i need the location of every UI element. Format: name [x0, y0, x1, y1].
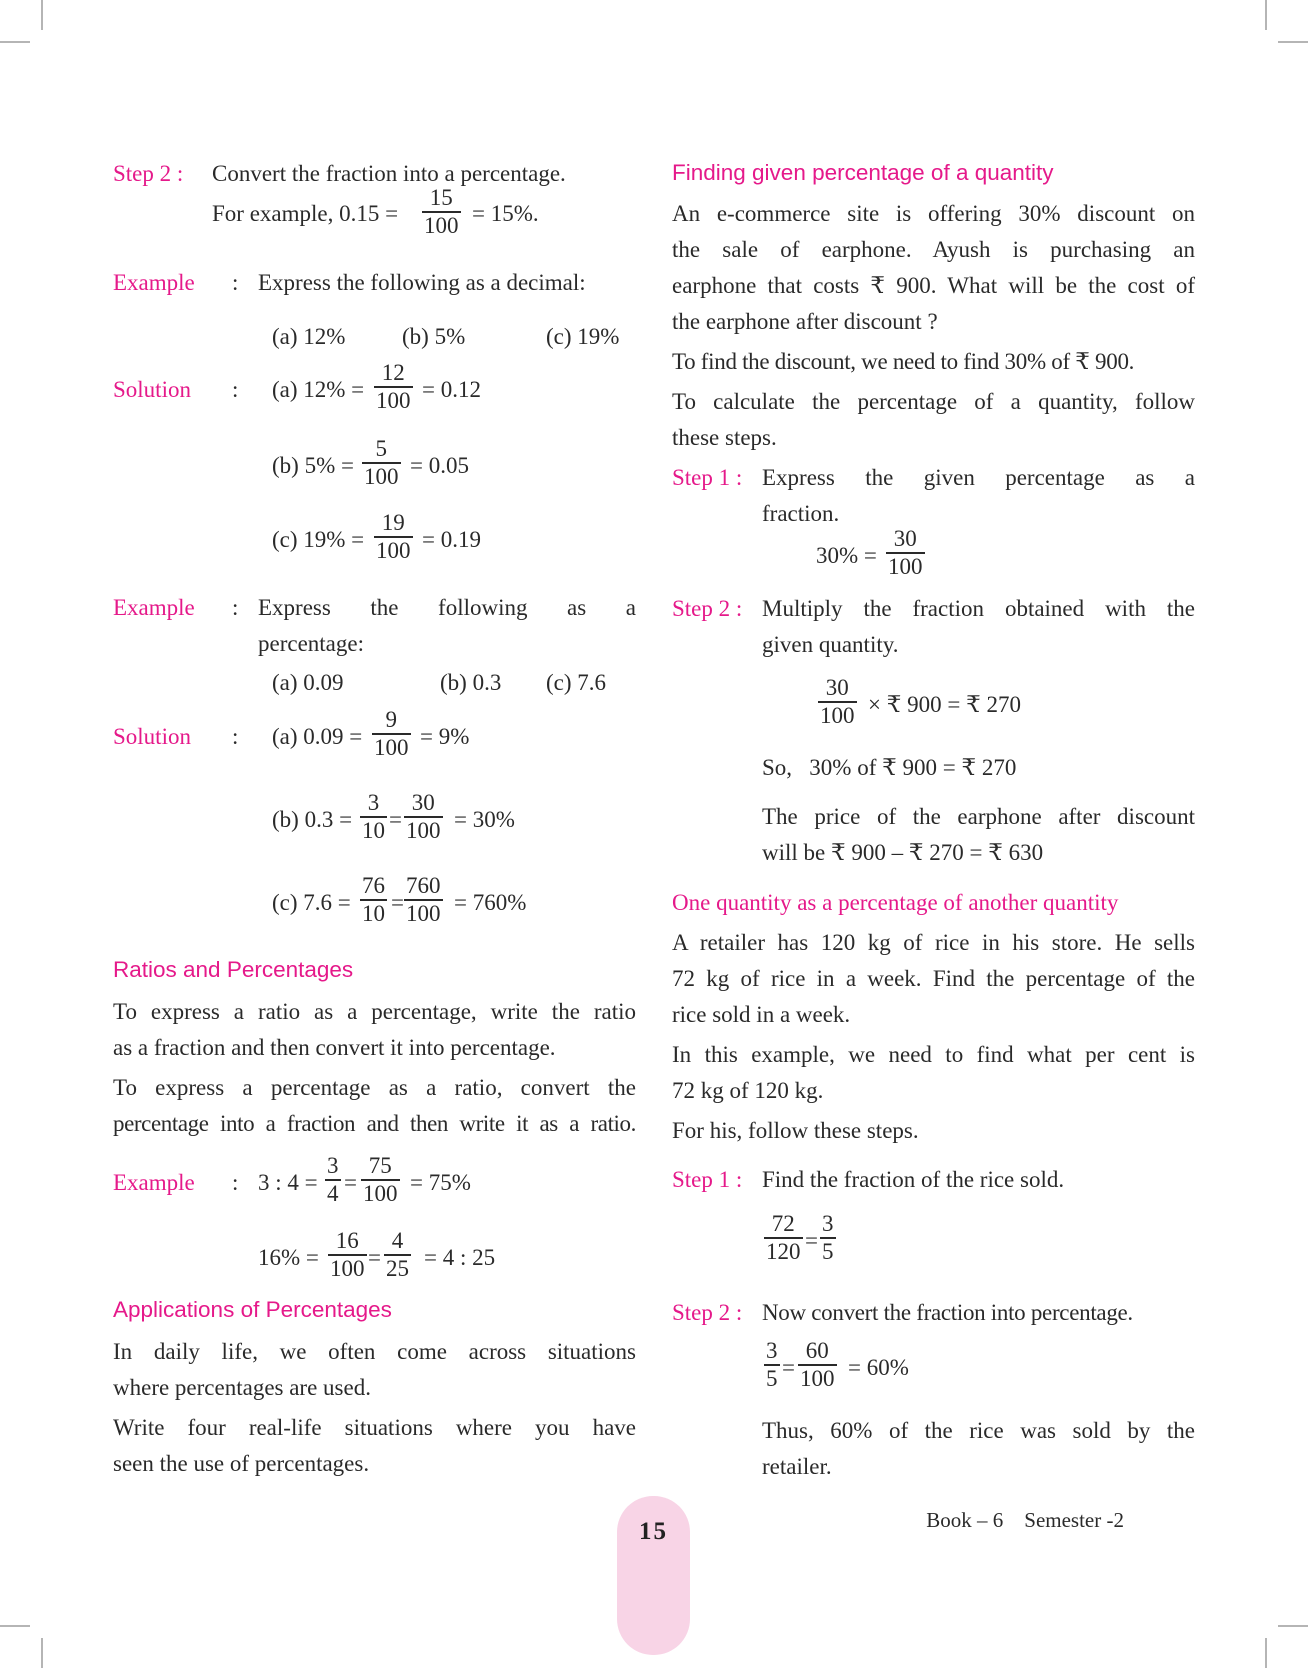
fraction-30-100	[404, 790, 443, 844]
example2-option-c: (c) 7.6	[546, 670, 607, 695]
denominator: 100	[363, 1180, 398, 1206]
numerator: 19	[381, 510, 405, 535]
solution1-b-suffix: = 0.05	[410, 453, 469, 478]
solution2-b-suffix: = 30%	[454, 807, 515, 832]
numerator: 30	[893, 526, 917, 551]
another-para1-line2: 72 kg of rice in a week. Find the percentage of the	[672, 966, 1195, 991]
numerator: 760	[406, 873, 441, 898]
denominator: 100	[376, 537, 411, 563]
fraction-3-10	[360, 790, 387, 844]
ratios-ex1-prefix: 3 : 4 =	[258, 1170, 318, 1195]
denominator: 25	[386, 1255, 409, 1281]
equals-sign: =	[391, 890, 404, 915]
solution2-b-prefix: (b) 0.3 =	[272, 807, 353, 832]
denominator: 100	[406, 817, 441, 843]
denominator: 10	[362, 900, 385, 926]
denominator: 100	[888, 553, 923, 579]
another-para3: For his, follow these steps.	[672, 1118, 919, 1143]
example1-colon: :	[232, 270, 239, 295]
solution1-a-suffix: = 0.12	[422, 377, 481, 402]
example1-option-a: (a) 12%	[272, 324, 346, 349]
finding-para2: To find the discount, we need to find 30% of ₹ 900.	[672, 349, 1135, 374]
another-step2-text: Now convert the fraction into percentage.	[762, 1300, 1133, 1325]
finding-step2-suffix: × ₹ 900 = ₹ 270	[868, 692, 1021, 717]
solution2-colon: :	[232, 724, 239, 749]
ratios-ex2-prefix: 16% =	[258, 1245, 319, 1270]
denominator: 100	[820, 702, 855, 728]
denominator: 100	[364, 463, 399, 489]
finding-step2-label: Step 2 :	[672, 596, 743, 621]
denominator: 100	[330, 1255, 365, 1281]
finding-step1-line2: fraction.	[762, 501, 840, 526]
finding-para1-line3: earphone that costs ₹ 900. What will be the cost of	[672, 273, 1195, 298]
equals-sign: =	[782, 1355, 795, 1380]
example2-colon: :	[232, 595, 239, 620]
fraction-9-100	[372, 707, 411, 761]
ratios-para2-line1: To express a percentage as a ratio, convert the	[113, 1075, 636, 1100]
fraction-3-5	[820, 1211, 836, 1265]
finding-para3-line2: these steps.	[672, 425, 777, 450]
crop-mark-tl-h	[0, 41, 30, 43]
denominator: 4	[327, 1180, 339, 1206]
ratios-example-label: Example	[113, 1170, 195, 1195]
solution2-c-suffix: = 760%	[454, 890, 527, 915]
solution2-a-suffix: = 9%	[420, 724, 470, 749]
fraction-72-120	[764, 1211, 803, 1265]
example2-text-line1: Express the following as a	[258, 595, 636, 620]
numerator: 9	[385, 707, 397, 732]
fraction-760-100	[404, 873, 443, 927]
another-step2-label: Step 2 :	[672, 1300, 743, 1325]
crop-mark-br-h	[1278, 1625, 1308, 1627]
applications-para2-line2: seen the use of percentages.	[113, 1451, 370, 1476]
crop-mark-bl-h	[0, 1625, 30, 1627]
numerator: 3	[367, 790, 380, 815]
finding-price-line1: The price of the earphone after discount	[762, 804, 1195, 829]
denominator: 100	[406, 900, 441, 926]
crop-mark-bl-v	[41, 1638, 43, 1668]
another-para2-line2: 72 kg of 120 kg.	[672, 1078, 824, 1103]
finding-heading: Finding given percentage of a quantity	[672, 160, 1054, 185]
example2-option-b: (b) 0.3	[440, 670, 502, 695]
denominator: 10	[362, 817, 385, 843]
numerator: 15	[429, 185, 453, 210]
fraction-16-100	[328, 1228, 367, 1282]
applications-para1-line1: In daily life, we often come across situations	[113, 1339, 636, 1364]
another-para1-line1: A retailer has 120 kg of rice in his store. He sells	[672, 930, 1195, 955]
solution2-c-prefix: (c) 7.6 =	[272, 890, 351, 915]
numerator: 3	[766, 1338, 778, 1363]
numerator: 30	[825, 675, 849, 700]
example2-option-a: (a) 0.09	[272, 670, 344, 695]
finding-step1-line1: Express the given percentage as a	[762, 465, 1195, 490]
finding-para1-line4: the earphone after discount ?	[672, 309, 938, 334]
finding-price-line2: will be ₹ 900 – ₹ 270 = ₹ 630	[762, 840, 1044, 865]
denominator: 5	[822, 1238, 834, 1264]
denominator: 5	[766, 1365, 778, 1391]
finding-step2-line1: Multiply the fraction obtained with the	[762, 596, 1195, 621]
solution1-c-prefix: (c) 19% =	[272, 527, 365, 552]
step2-text: Convert the fraction into a percentage.	[212, 161, 566, 186]
numerator: 75	[368, 1153, 392, 1178]
fraction-60-100	[798, 1338, 837, 1392]
step2-example-suffix: = 15%.	[472, 201, 539, 226]
finding-step2-line2: given quantity.	[762, 632, 899, 657]
crop-mark-br-v	[1265, 1638, 1267, 1668]
fraction-12-100	[374, 360, 413, 414]
solution1-label: Solution	[113, 377, 191, 402]
crop-mark-tr-v	[1265, 0, 1267, 30]
example1-label: Example	[113, 270, 195, 295]
another-thus-line1: Thus, 60% of the rice was sold by the	[762, 1418, 1195, 1443]
ratios-para1-line1: To express a ratio as a percentage, write the ratio	[113, 999, 636, 1024]
example1-text: Express the following as a decimal:	[258, 270, 586, 295]
finding-step1-prefix: 30% =	[816, 543, 877, 568]
numerator: 60	[805, 1338, 829, 1363]
book-semester-info: Book – 6 Semester -2	[926, 1508, 1124, 1532]
fraction-4-25	[384, 1228, 411, 1282]
finding-so-line: So, 30% of ₹ 900 = ₹ 270	[762, 755, 1017, 780]
another-step2-suffix: = 60%	[848, 1355, 909, 1380]
equals-sign: =	[344, 1170, 357, 1195]
ratios-para2-line2: percentage into a fraction and then write it as a ratio.	[113, 1111, 636, 1136]
solution1-colon: :	[232, 377, 239, 402]
applications-para2-line1: Write four real-life situations where you have	[113, 1415, 636, 1440]
ratios-example-colon: :	[232, 1170, 239, 1195]
finding-step1-label: Step 1 :	[672, 465, 743, 490]
finding-para1-line1: An e-commerce site is offering 30% discount on	[672, 201, 1195, 226]
numerator: 30	[411, 790, 435, 815]
fraction-30-100	[886, 526, 925, 580]
fraction-3-4	[325, 1153, 341, 1207]
solution2-a-prefix: (a) 0.09 =	[272, 724, 363, 749]
equals-sign: =	[389, 807, 402, 832]
fraction-75-100	[361, 1153, 400, 1207]
fraction-3-5-step2	[764, 1338, 780, 1392]
numerator: 3	[327, 1153, 339, 1178]
step2-example-prefix: For example, 0.15 =	[212, 201, 399, 226]
finding-para1-line2: the sale of earphone. Ayush is purchasing an	[672, 237, 1195, 262]
another-step1-text: Find the fraction of the rice sold.	[762, 1167, 1065, 1192]
denominator: 100	[424, 212, 459, 238]
example1-option-c: (c) 19%	[546, 324, 620, 349]
equals-sign: =	[368, 1245, 381, 1270]
another-heading: One quantity as a percentage of another quantity	[672, 890, 1119, 915]
numerator: 3	[822, 1211, 834, 1236]
solution1-c-suffix: = 0.19	[422, 527, 481, 552]
another-para1-line3: rice sold in a week.	[672, 1002, 851, 1027]
another-step1-label: Step 1 :	[672, 1167, 743, 1192]
example1-option-b: (b) 5%	[402, 324, 466, 349]
denominator: 120	[766, 1238, 801, 1264]
ratios-ex1-suffix: = 75%	[410, 1170, 471, 1195]
numerator: 4	[391, 1228, 404, 1253]
numerator: 16	[335, 1228, 359, 1253]
fraction-19-100	[374, 510, 413, 564]
denominator: 100	[374, 734, 409, 760]
numerator: 5	[375, 436, 387, 461]
numerator: 72	[771, 1211, 795, 1236]
solution1-a-prefix: (a) 12% =	[272, 377, 365, 402]
applications-para1-line2: where percentages are used.	[113, 1375, 371, 1400]
fraction-5-100	[362, 436, 401, 490]
equals-sign: =	[805, 1228, 818, 1253]
fraction-30-100-multiply	[818, 675, 857, 729]
crop-mark-tr-h	[1278, 41, 1308, 43]
step2-label: Step 2 :	[113, 161, 184, 186]
ratios-ex2-suffix: = 4 : 25	[424, 1245, 496, 1270]
another-para2-line1: In this example, we need to find what per cent is	[672, 1042, 1195, 1067]
fraction-15-100	[422, 185, 461, 239]
denominator: 100	[376, 387, 411, 413]
fraction-76-10	[360, 873, 387, 927]
example2-label: Example	[113, 595, 195, 620]
finding-para3-line1: To calculate the percentage of a quantity, follow	[672, 389, 1195, 414]
another-thus-line2: retailer.	[762, 1454, 832, 1479]
solution2-label: Solution	[113, 724, 191, 749]
ratios-para1-line2: as a fraction and then convert it into percentage.	[113, 1035, 556, 1060]
example2-text-line2: percentage:	[258, 631, 364, 656]
numerator: 76	[362, 873, 385, 898]
page-number: 15	[639, 1518, 668, 1545]
numerator: 12	[381, 360, 405, 385]
crop-mark-tl-v	[41, 0, 43, 30]
ratios-heading: Ratios and Percentages	[113, 957, 354, 982]
denominator: 100	[800, 1365, 835, 1391]
solution1-b-prefix: (b) 5% =	[272, 453, 354, 478]
applications-heading: Applications of Percentages	[113, 1297, 392, 1322]
